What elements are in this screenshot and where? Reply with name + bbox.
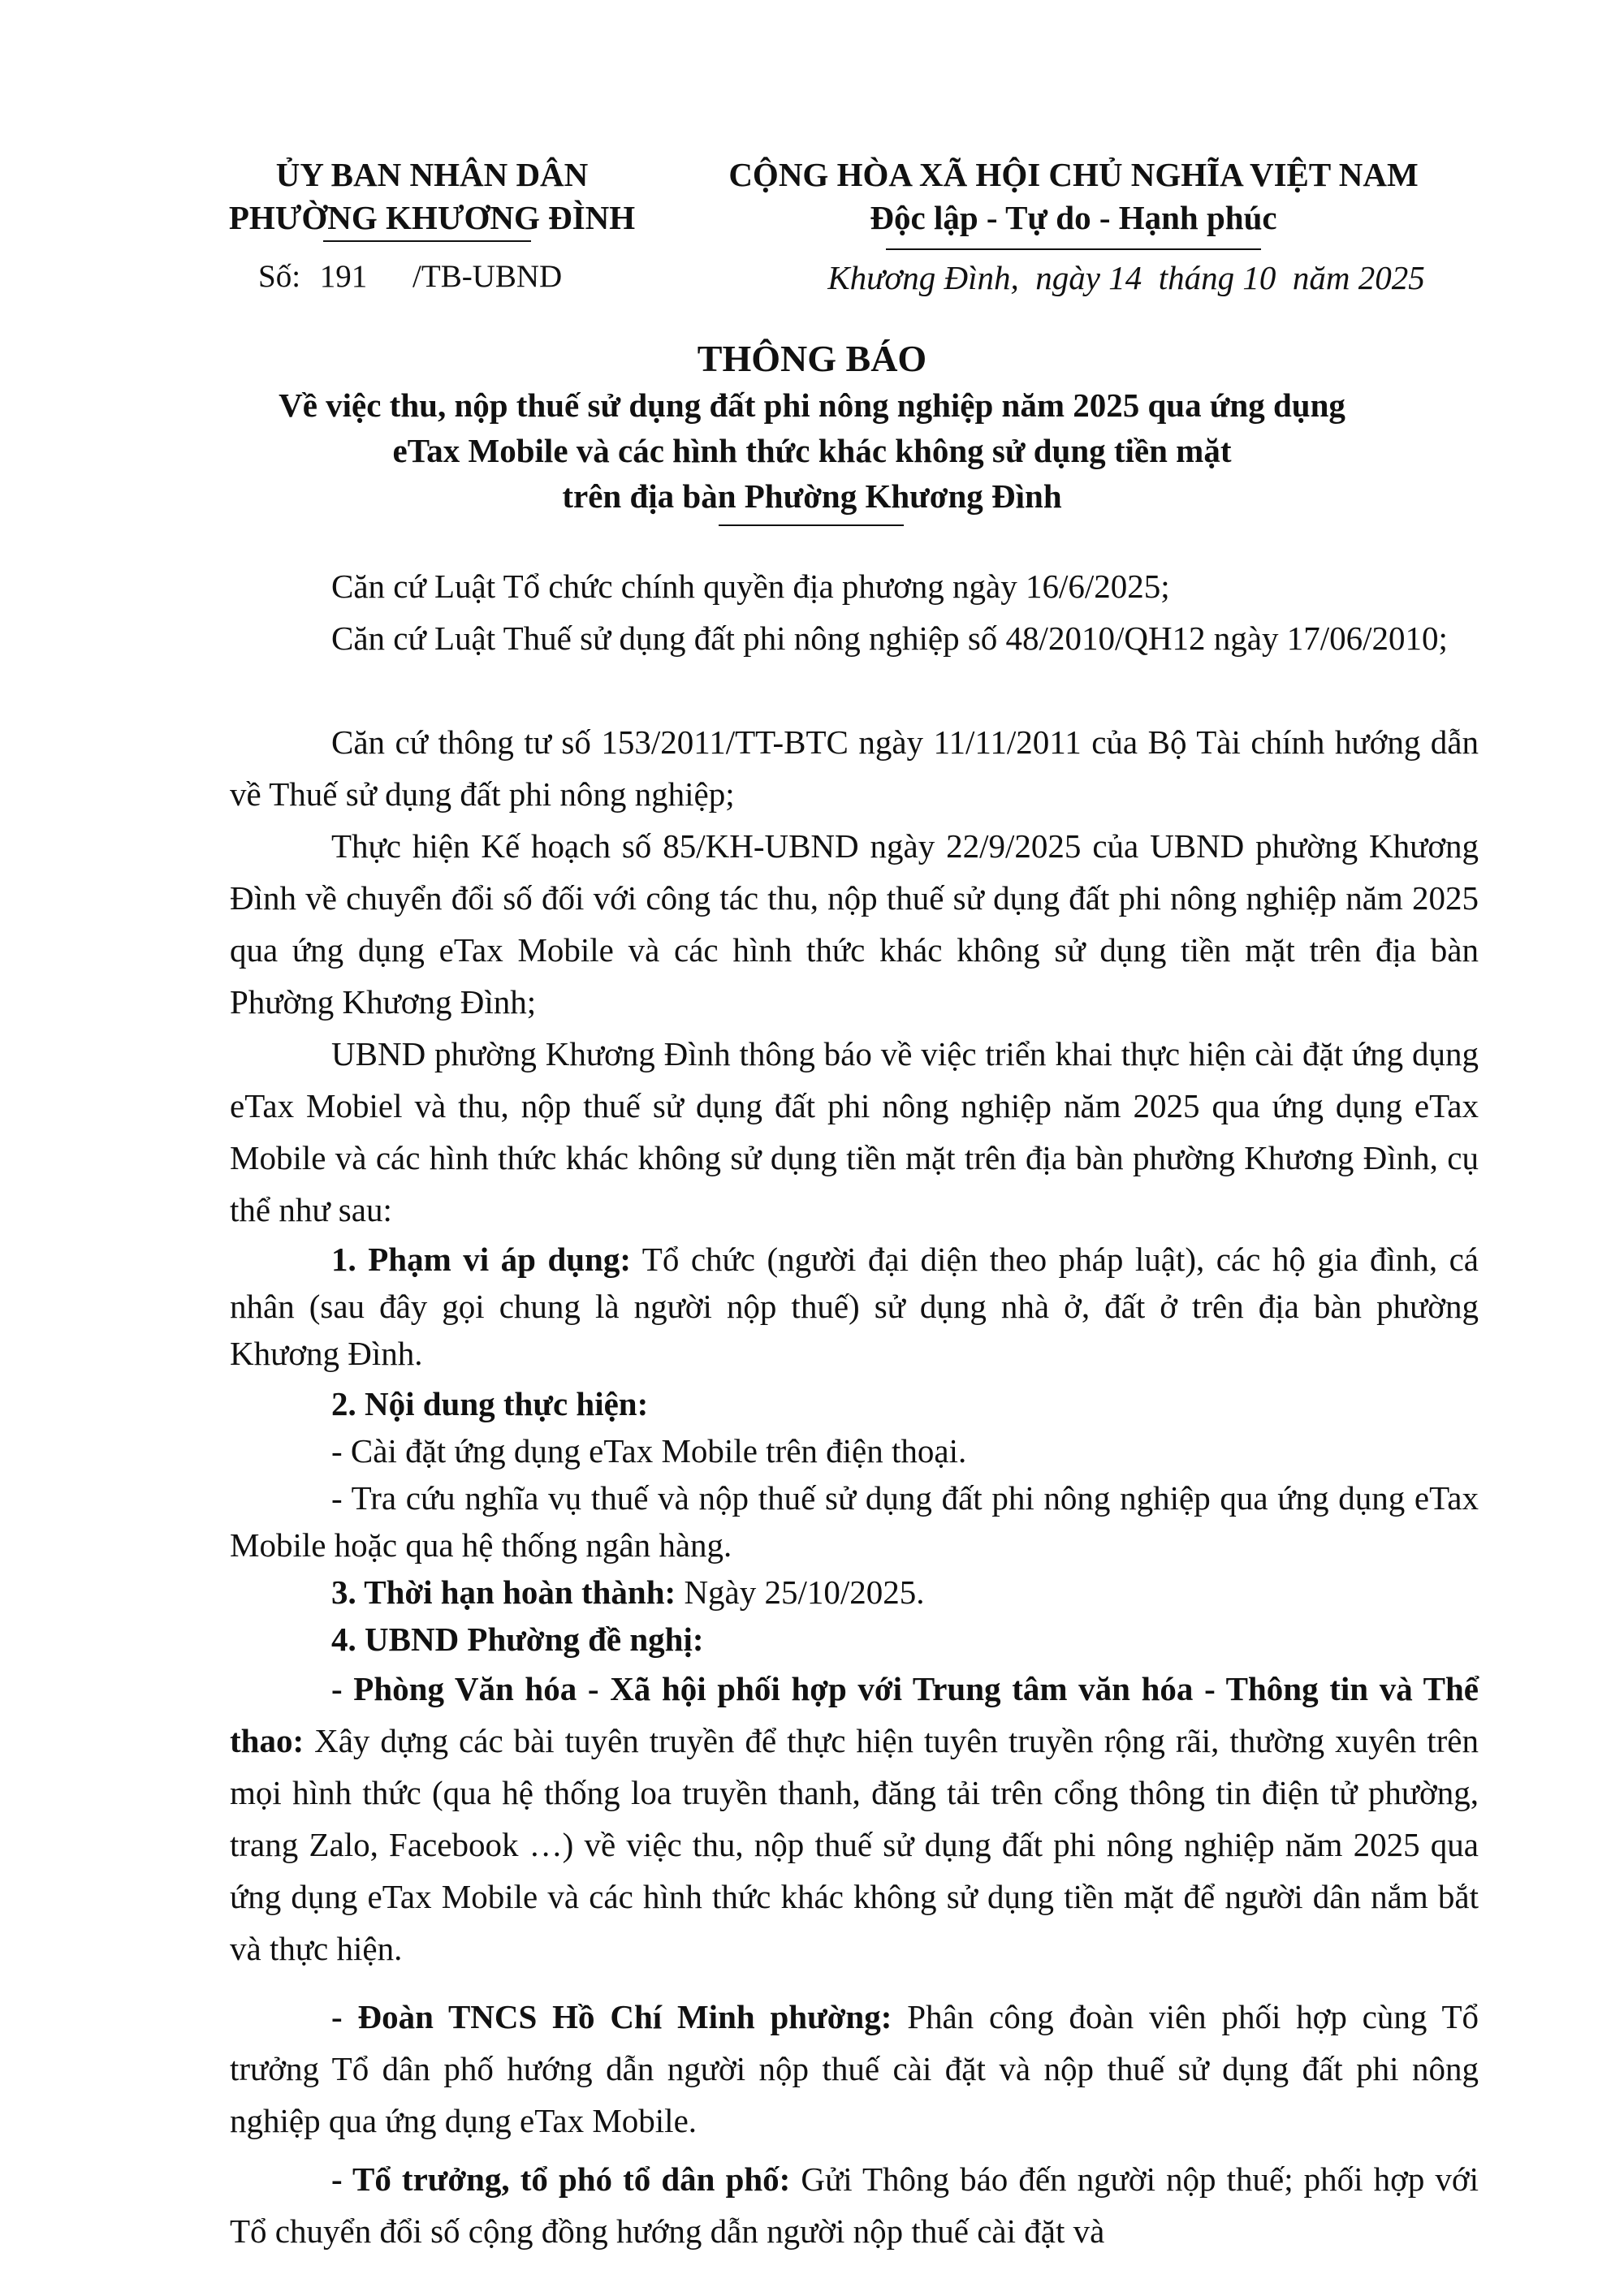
title-subject-line1: Về việc thu, nộp thuế sử dụng đất phi nông nghiệp năm 2025 qua ứng dụng — [279, 386, 1345, 424]
legal-basis-1: Căn cứ Luật Tổ chức chính quyền địa phương ngày 16/6/2025; — [331, 568, 1170, 605]
place-date: Khương Đình, ngày 14 tháng 10 năm 2025 — [827, 259, 1425, 296]
implementation-basis: Thực hiện Kế hoạch số 85/KH-UBND ngày 22/9/2025 của UBND phường Khương Đình về chuyển đổi số đối với công tác thu, nộp thuế sử dụng đất phi nông nghiệp năm 2025 qua ứng dụng eTax Mobile và các hình thức khác không sử dụng tiền mặt trên địa bàn Phường Khương Đình; — [230, 827, 1479, 1021]
agency-name: ỦY BAN NHÂN DÂN — [275, 156, 589, 193]
section-4a — [230, 1663, 1479, 1974]
section-4b-label: - Đoàn TNCS Hồ Chí Minh phường: — [331, 1998, 892, 2035]
section-4-label: 4. UBND Phường đề nghị: — [331, 1621, 704, 1658]
section-1-label: 1. Phạm vi áp dụng: — [331, 1241, 632, 1278]
section-4b-text: Phân công đoàn viên phối hợp cùng Tổ trưởng Tổ dân phố hướng dẫn người nộp thuế cài đặt và nộp thuế sử dụng đất phi nông nghiệp qua ứng dụng eTax Mobile. — [230, 1998, 1479, 2139]
section-2-item-2: - Tra cứu nghĩa vụ thuế và nộp thuế sử dụng đất phi nông nghiệp qua ứng dụng eTax Mobile hoặc qua hệ thống ngân hàng. — [230, 1479, 1479, 1564]
number-suffix: /TB-UBND — [412, 259, 563, 294]
number-prefix: Số: — [258, 259, 301, 294]
national-motto: Độc lập - Tự do - Hạnh phúc — [870, 199, 1277, 236]
document-title: THÔNG BÁO — [697, 338, 927, 379]
motto-underline — [886, 248, 1261, 250]
section-4c — [230, 2153, 1479, 2257]
section-2-heading — [230, 1380, 1479, 1427]
section-4-heading — [230, 1616, 1479, 1663]
document-number — [258, 258, 562, 295]
section-4c-label: - Tổ trưởng, tổ phó tổ dân phố: — [331, 2160, 791, 2198]
section-3-label: 3. Thời hạn hoàn thành: — [331, 1573, 676, 1611]
agency-ward: PHƯỜNG KHƯƠNG ĐÌNH — [228, 199, 636, 236]
section-4b — [230, 1991, 1479, 2147]
title-subject-line2: eTax Mobile và các hình thức khác không sử dụng tiền mặt — [392, 432, 1232, 469]
intro-paragraph: UBND phường Khương Đình thông báo về việc triển khai thực hiện cài đặt ứng dụng eTax Mobiel và thu, nộp thuế sử dụng đất phi nông nghiệp năm 2025 qua ứng dụng eTax Mobile và các hình thức khác không sử dụng tiền mặt trên địa bàn phường Khương Đình, cụ thể như sau: — [230, 1035, 1479, 1228]
section-3 — [230, 1569, 1479, 1616]
section-3-text: Ngày 25/10/2025. — [676, 1573, 925, 1611]
title-subject-line3: trên địa bàn Phường Khương Đình — [562, 477, 1062, 515]
number-value: 191 — [319, 259, 368, 294]
title-underline — [719, 524, 904, 526]
agency-underline — [323, 240, 531, 242]
section-2-label: 2. Nội dung thực hiện: — [331, 1385, 649, 1422]
legal-basis-2: Căn cứ Luật Thuế sử dụng đất phi nông nghiệp số 48/2010/QH12 ngày 17/06/2010; — [331, 619, 1448, 657]
section-4a-text: Xây dựng các bài tuyên truyền để thực hiện tuyên truyền rộng rãi, thường xuyên trên mọi hình thức (qua hệ thống loa truyền thanh, đăng tải trên cổng thông tin điện tử phường, trang Zalo, Facebook …) về việc thu, nộp thuế sử dụng đất phi nông nghiệp năm 2025 qua ứng dụng eTax Mobile và các hình thức khác không sử dụng tiền mặt để người dân nắm bắt và thực hiện. — [230, 1722, 1479, 1967]
section-2-item-1: - Cài đặt ứng dụng eTax Mobile trên điện thoại. — [331, 1432, 967, 1470]
nation-name: CỘNG HÒA XÃ HỘI CHỦ NGHĨA VIỆT NAM — [728, 156, 1419, 193]
section-1-text: Tổ chức (người đại diện theo pháp luật), các hộ gia đình, cá nhân (sau đây gọi chung là người nộp thuế) sử dụng nhà ở, đất ở trên địa bàn phường Khương Đình. — [230, 1241, 1479, 1372]
section-1 — [230, 1236, 1479, 1377]
section-4a-label: - Phòng Văn hóa - Xã hội phối hợp với Trung tâm văn hóa - Thông tin và Thể thao: — [230, 1670, 1479, 1759]
legal-basis-3: Căn cứ thông tư số 153/2011/TT-BTC ngày 11/11/2011 của Bộ Tài chính hướng dẫn về Thuế sử dụng đất phi nông nghiệp; — [230, 723, 1479, 813]
section-4c-text: Gửi Thông báo đến người nộp thuế; phối hợp với Tổ chuyển đổi số cộng đồng hướng dẫn người nộp thuế cài đặt và — [230, 2160, 1479, 2250]
